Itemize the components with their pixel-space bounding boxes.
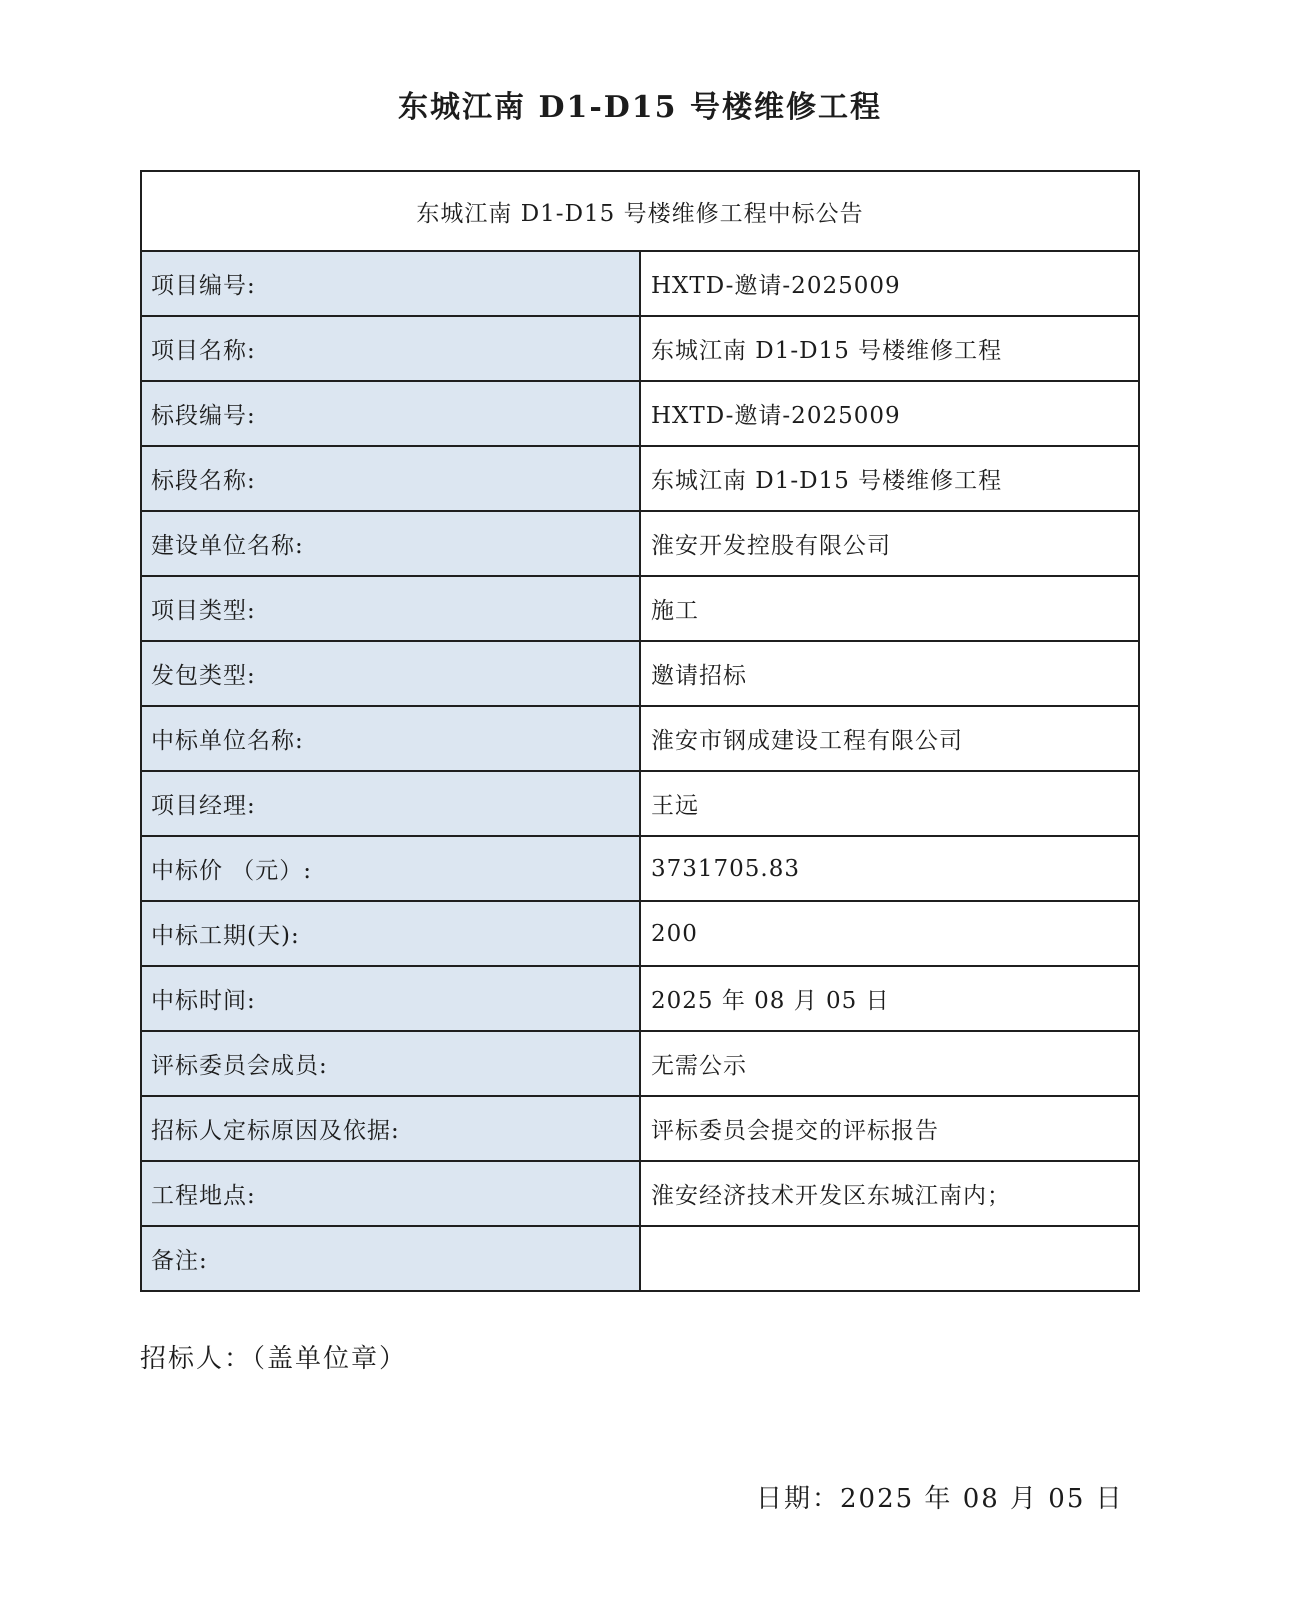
row-value: 评标委员会提交的评标报告 — [640, 1096, 1139, 1161]
row-value: HXTD-邀请-2025009 — [640, 381, 1139, 446]
row-label: 中标时间: — [141, 966, 640, 1031]
table-row — [141, 1031, 1139, 1096]
row-value: 淮安开发控股有限公司 — [640, 511, 1139, 576]
row-label: 项目经理: — [141, 771, 640, 836]
table-row — [141, 901, 1139, 966]
table-row — [141, 1226, 1139, 1291]
row-value — [640, 1226, 1139, 1291]
row-value: 淮安市钢成建设工程有限公司 — [640, 706, 1139, 771]
table-header-row — [141, 171, 1139, 251]
row-value: 东城江南 D1-D15 号楼维修工程 — [640, 316, 1139, 381]
table-row — [141, 316, 1139, 381]
row-value: 2025 年 08 月 05 日 — [640, 966, 1139, 1031]
table-row — [141, 446, 1139, 511]
table-row — [141, 771, 1139, 836]
table-row — [141, 251, 1139, 316]
row-label: 中标工期(天): — [141, 901, 640, 966]
date-line: 日期：2025 年 08 月 05 日 — [756, 1484, 1124, 1514]
table-row — [141, 576, 1139, 641]
row-label: 工程地点: — [141, 1161, 640, 1226]
row-label: 评标委员会成员: — [141, 1031, 640, 1096]
row-label: 标段编号: — [141, 381, 640, 446]
row-label: 项目名称: — [141, 316, 640, 381]
bidder-signature-line: 招标人：（盖单位章） — [140, 1344, 408, 1374]
row-label: 发包类型: — [141, 641, 640, 706]
table-title: 东城江南 D1-D15 号楼维修工程中标公告 — [141, 171, 1139, 251]
row-label: 建设单位名称: — [141, 511, 640, 576]
row-label: 中标价 （元）: — [141, 836, 640, 901]
table-row — [141, 1096, 1139, 1161]
row-value: 东城江南 D1-D15 号楼维修工程 — [640, 446, 1139, 511]
row-value: 邀请招标 — [640, 641, 1139, 706]
table-row — [141, 511, 1139, 576]
table-row — [141, 1161, 1139, 1226]
row-label: 项目类型: — [141, 576, 640, 641]
table-row — [141, 381, 1139, 446]
table-row — [141, 706, 1139, 771]
row-label: 项目编号: — [141, 251, 640, 316]
row-value: 淮安经济技术开发区东城江南内； — [640, 1161, 1139, 1226]
announcement-table — [140, 170, 1140, 1292]
table-row — [141, 641, 1139, 706]
page-title: 东城江南 D1-D15 号楼维修工程 — [398, 90, 882, 125]
table-row — [141, 836, 1139, 901]
row-value: 无需公示 — [640, 1031, 1139, 1096]
row-value: 200 — [640, 901, 1139, 966]
row-value: 王远 — [640, 771, 1139, 836]
row-label: 中标单位名称: — [141, 706, 640, 771]
row-label: 标段名称: — [141, 446, 640, 511]
table-row — [141, 966, 1139, 1031]
row-value: HXTD-邀请-2025009 — [640, 251, 1139, 316]
row-value: 3731705.83 — [640, 836, 1139, 901]
row-label: 备注: — [141, 1226, 640, 1291]
row-value: 施工 — [640, 576, 1139, 641]
row-label: 招标人定标原因及依据: — [141, 1096, 640, 1161]
